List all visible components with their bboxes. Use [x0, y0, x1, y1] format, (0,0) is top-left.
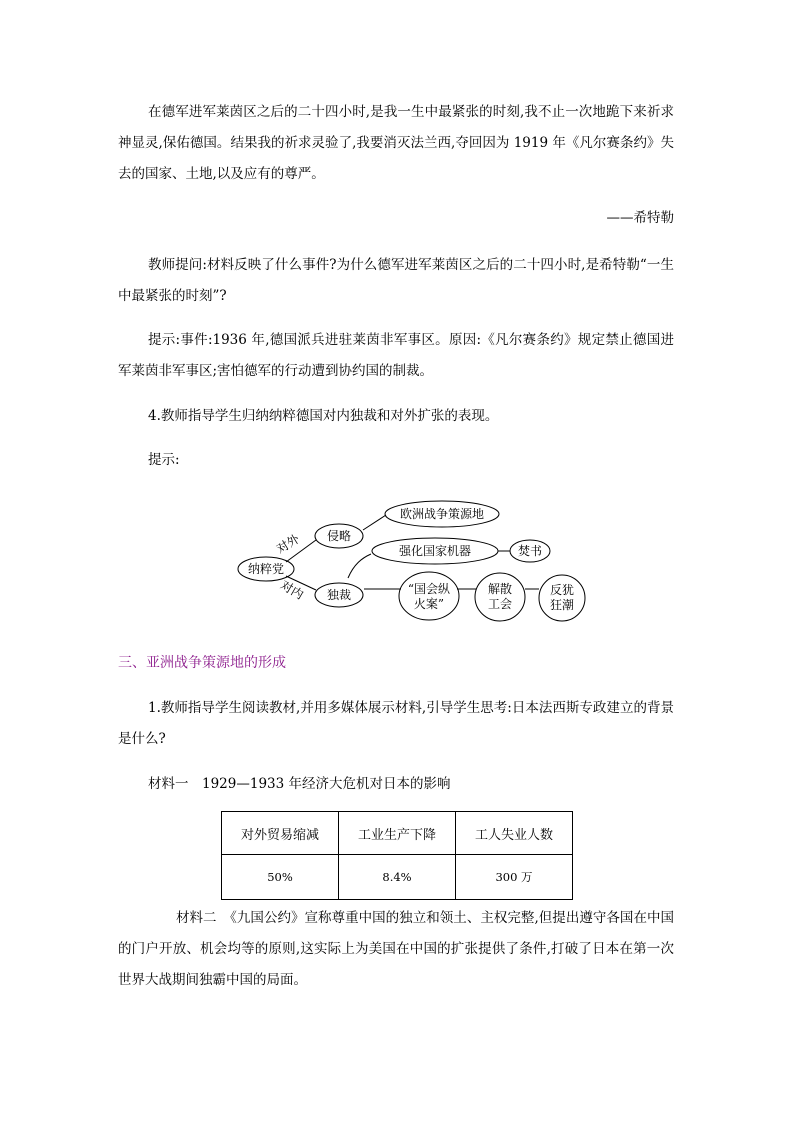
label-aggression: 侵略 — [326, 529, 352, 543]
label-dissolve-unions-2: 工会 — [487, 597, 513, 611]
header-industry: 工业生产下降 — [339, 812, 456, 855]
hitler-quote: 在德军进军莱茵区之后的二十四小时,是我一生中最紧张的时刻,我不止一次地跪下来祈求神显灵,保佑德国。结果我的祈求灵验了,我要消灭法兰西,夺回因为 1919 年《凡尔赛条约》失去的国家、土地,以及应有的尊严。 — [118, 104, 674, 182]
label-reichstag-fire-1: “国会纵 — [407, 582, 451, 596]
section-3-item-1: 1.教师指导学生阅读教材,并用多媒体展示材料,引导学生思考:日本法西斯专政建立的背景是什么? — [118, 700, 674, 747]
table-header-row — [222, 812, 573, 855]
node-reichstag-fire — [399, 572, 459, 620]
label-root: 纳粹党 — [247, 562, 285, 576]
section-3-heading: 三、亚洲战争策源地的形成 — [118, 655, 286, 671]
quote-attribution: ——希特勒 — [606, 210, 674, 226]
label-edge-outer: 对外 — [274, 531, 302, 557]
hint-label: 提示: — [148, 452, 180, 468]
header-trade: 对外贸易缩减 — [222, 812, 339, 855]
material-1-title: 材料一 1929—1933 年经济大危机对日本的影响 — [148, 776, 451, 792]
label-anti-jewish-2: 狂潮 — [549, 598, 575, 612]
value-unemployment: 300 万 — [456, 855, 573, 900]
diagram-svg — [230, 492, 590, 622]
value-industry: 8.4% — [339, 855, 456, 900]
label-reichstag-fire-2: 火案” — [413, 597, 445, 611]
edge-dict-state — [348, 554, 371, 578]
value-trade: 50% — [222, 855, 339, 900]
label-anti-jewish-1: 反犹 — [549, 583, 575, 597]
edge-aggression-war — [363, 515, 386, 530]
label-war-source: 欧洲战争策源地 — [399, 507, 485, 521]
label-dissolve-unions-1: 解散 — [487, 582, 513, 596]
item-4: 4.教师指导学生归纳纳粹德国对内独裁和对外扩张的表现。 — [148, 408, 499, 424]
label-burn-books: 焚书 — [517, 544, 543, 558]
table-value-row — [222, 855, 573, 900]
label-strengthen-state: 强化国家机器 — [398, 544, 472, 558]
label-edge-inner: 对内 — [278, 577, 306, 603]
label-dictatorship: 独裁 — [326, 588, 352, 602]
material-2: 材料二 《九国公约》宣称尊重中国的独立和领土、主权完整,但提出遵守各国在中国的门户开放、机会均等的原则,这实际上为美国在中国的扩张提供了条件,打破了日本在第一次世界大战期间独霸中国的局面。 — [118, 910, 674, 988]
header-unemployment: 工人失业人数 — [456, 812, 573, 855]
economic-crisis-table — [221, 811, 573, 900]
teacher-question: 教师提问:材料反映了什么事件?为什么德军进军莱茵区之后的二十四小时,是希特勒“一生中最紧张的时刻”? — [118, 257, 674, 304]
hint-answer: 提示:事件:1936 年,德国派兵进驻莱茵非军事区。原因:《凡尔赛条约》规定禁止德国进军莱茵非军事区;害怕德军的行动遭到协约国的制裁。 — [118, 332, 674, 379]
nazi-policy-diagram — [230, 492, 590, 622]
